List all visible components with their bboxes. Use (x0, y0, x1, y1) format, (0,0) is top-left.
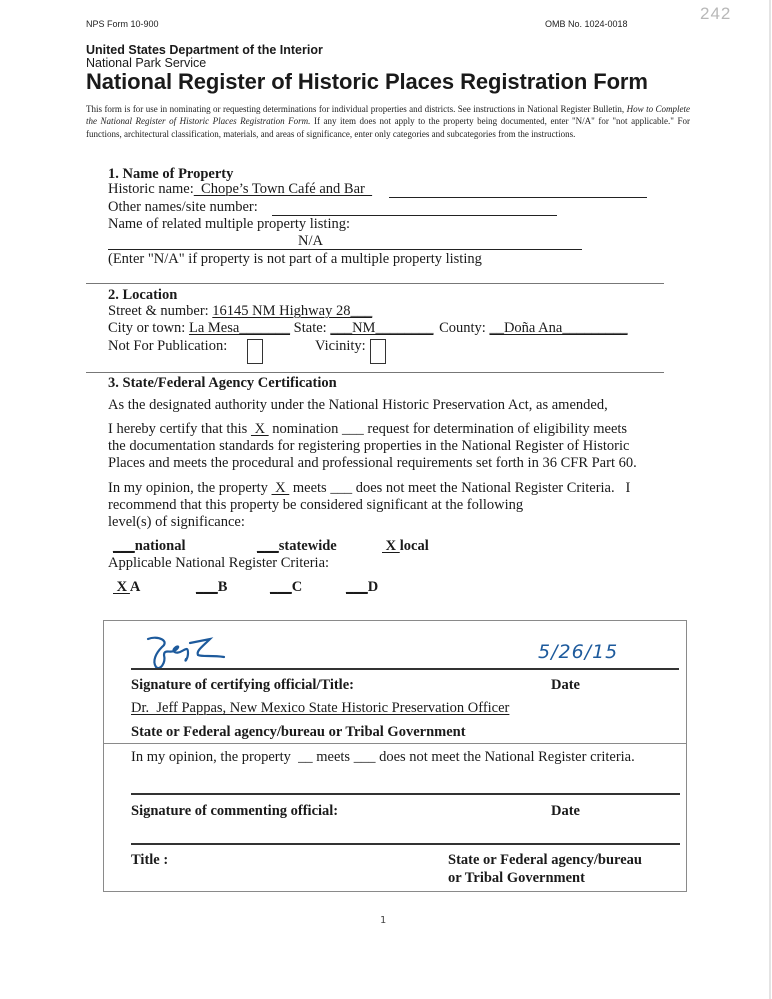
section-2-title: 2. Location (108, 287, 178, 303)
criterion-a-label: A (129, 579, 141, 595)
meets-mark[interactable]: X (271, 480, 290, 496)
street-field[interactable]: 16145 NM Highway 28___ (212, 303, 373, 319)
section-3-title: 3. State/Federal Agency Certification (108, 375, 337, 391)
opinion-prefix: In my opinion, the property (108, 480, 272, 496)
criterion-d[interactable] (346, 579, 378, 596)
street-row (108, 303, 372, 320)
opinion-line-2: recommend that this property be considered significant at the following (108, 497, 524, 513)
certify-line-1 (108, 421, 627, 438)
other-names-field[interactable] (272, 199, 557, 216)
level-local[interactable] (382, 538, 429, 555)
certification-box-divider (103, 743, 687, 744)
criterion-c-label: C (291, 579, 303, 595)
intro-paragraph (86, 103, 690, 140)
commenting-date-label: Date (551, 803, 580, 819)
criterion-d-mark[interactable]: ___ (346, 579, 368, 595)
official-name-field[interactable]: Dr. Jeff Pappas, New Mexico State Historic Preservation Officer (131, 700, 510, 716)
related-listing-field[interactable]: N/A (298, 233, 323, 249)
certifying-date: 5/26/15 (538, 641, 619, 663)
commenting-signature-label: Signature of commenting official: (131, 803, 339, 819)
city-row (108, 320, 628, 337)
criteria-label: Applicable National Register Criteria: (108, 555, 330, 571)
opinion-line-1 (108, 480, 630, 497)
level-local-mark[interactable]: X (382, 538, 400, 554)
agency-label-2-line-2: or Tribal Government (448, 870, 585, 886)
handwritten-page-number: 242 (700, 4, 732, 23)
not-for-publication-label: Not For Publication: (108, 338, 228, 354)
form-title: National Register of Historic Places Registration Form (86, 69, 648, 94)
historic-name-field[interactable]: Chope’s Town Café and Bar (193, 181, 373, 197)
level-national[interactable] (113, 538, 186, 555)
historic-name-underline (389, 197, 647, 198)
certifying-signature (140, 633, 235, 673)
criterion-c[interactable] (270, 579, 302, 596)
authority-text: As the designated authority under the National Historic Preservation Act, as amended, (108, 397, 608, 413)
section-divider (86, 372, 664, 373)
agency-label: State or Federal agency/bureau or Tribal Government (131, 724, 466, 740)
commenting-title-line[interactable] (131, 843, 680, 845)
other-names-label: Other names/site number: (108, 199, 258, 215)
certifying-signature-line (131, 668, 679, 670)
level-national-mark[interactable]: ___ (113, 538, 135, 554)
not-meets-mark[interactable]: ___ (330, 480, 353, 496)
nomination-label: nomination (268, 421, 342, 437)
page-number: 1 (380, 915, 387, 926)
certify-line-2: the documentation standards for registering properties in the National Register of Historic (108, 438, 630, 454)
historic-name-row (108, 181, 372, 198)
meets-label: meets (289, 480, 331, 496)
form-number: NPS Form 10-900 (86, 19, 159, 29)
agency: National Park Service (86, 56, 207, 70)
criterion-b-label: B (217, 579, 228, 595)
title-label: Title : (131, 852, 169, 868)
city-field[interactable]: La Mesa_______ (188, 320, 291, 336)
state-label: State: (293, 320, 327, 336)
commenting-signature-line[interactable] (131, 793, 680, 795)
intro-text-2: If any item does not apply to the property being documented, enter "N/A" for "not applicable." For functions, architectural classification, materials, and areas of significance, enter only categories and subcategories from the instructions. (86, 116, 691, 139)
related-listing-underline (108, 249, 582, 250)
nomination-mark[interactable]: X (250, 421, 269, 437)
certifying-date-label: Date (551, 677, 580, 693)
omb-number: OMB No. 1024-0018 (545, 19, 628, 29)
request-label: request for determination of eligibility meets (363, 421, 628, 437)
criterion-a[interactable] (113, 579, 140, 596)
certify-line-3: Places and meets the procedural and professional requirements set forth in 36 CFR Part 60. (108, 455, 637, 471)
section-divider (86, 283, 664, 284)
commenting-opinion: In my opinion, the property __ meets ___ does not meet the National Register criteria. (131, 749, 635, 765)
certifying-signature-label: Signature of certifying official/Title: (131, 677, 354, 693)
vicinity-checkbox[interactable] (370, 339, 386, 364)
level-statewide[interactable] (257, 538, 337, 555)
criterion-d-label: D (367, 579, 379, 595)
city-label: City or town: (108, 320, 186, 336)
related-listing-note: (Enter "N/A" if property is not part of a multiple property listing (108, 251, 482, 267)
county-label: County: (439, 320, 486, 336)
section-1-title: 1. Name of Property (108, 166, 234, 182)
criterion-b-mark[interactable]: ___ (196, 579, 218, 595)
state-field[interactable]: ___NM________ (330, 320, 434, 336)
not-for-publication-checkbox[interactable] (247, 339, 263, 364)
historic-name-label: Historic name: (108, 181, 194, 197)
opinion-rest: does not meet the National Register Criteria. I (352, 480, 631, 496)
level-statewide-mark[interactable]: ___ (257, 538, 279, 554)
department: United States Department of the Interior (86, 43, 323, 57)
criterion-a-mark[interactable]: X (113, 579, 130, 595)
agency-label-2-line-1: State or Federal agency/bureau (448, 852, 642, 868)
level-statewide-label: statewide (278, 538, 337, 554)
intro-text-1: This form is for use in nominating or requesting determinations for individual properties and districts. See instructions in National Register Bulletin, (86, 104, 627, 114)
criterion-b[interactable] (196, 579, 227, 596)
request-mark[interactable]: ___ (341, 421, 364, 437)
criterion-c-mark[interactable]: ___ (270, 579, 292, 595)
vicinity-label: Vicinity: (315, 338, 366, 354)
related-listing-label: Name of related multiple property listing: (108, 216, 351, 232)
level-national-label: national (134, 538, 186, 554)
intro-bulletin-title: How to Complete the National Register of Historic Places Registration Form. (86, 104, 690, 127)
page-edge (769, 0, 771, 999)
street-label: Street & number: (108, 303, 209, 319)
opinion-line-3: level(s) of significance: (108, 514, 245, 530)
level-local-label: local (399, 538, 429, 554)
county-field[interactable]: __Doña Ana_________ (489, 320, 628, 336)
certify-prefix: I hereby certify that this (108, 421, 251, 437)
